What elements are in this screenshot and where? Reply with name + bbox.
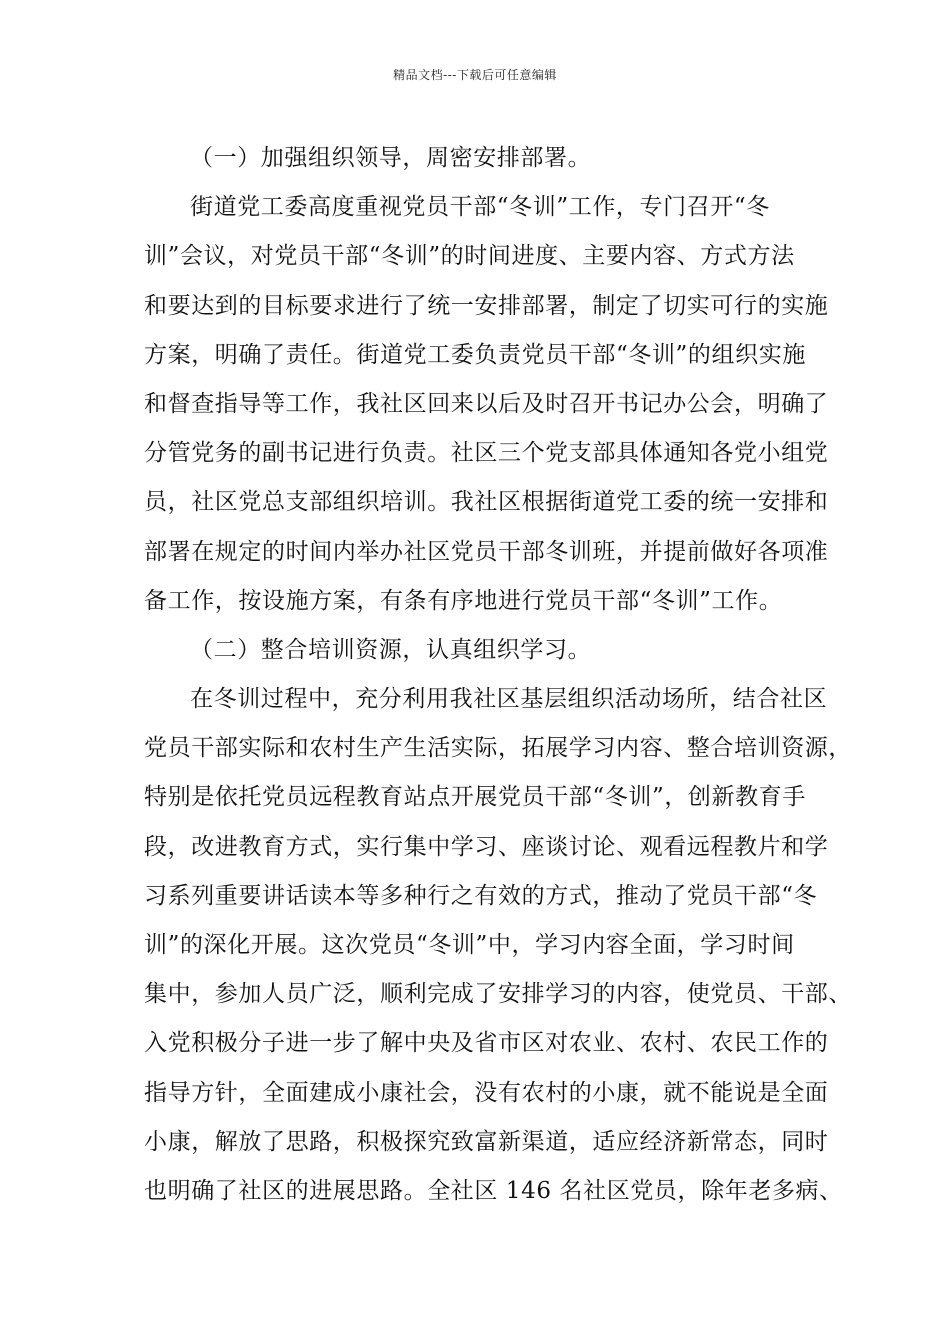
paragraph-line: 也明确了社区的进展思路。全社区 146 名社区党员，除年老多病、 — [144, 1177, 843, 1204]
paragraph-line: 在冬训过程中，充分利用我社区基层组织活动场所，结合社区 — [190, 686, 828, 713]
paragraph-line: 党员干部实际和农村生产生活实际，拓展学习内容、整合培训资源， — [144, 735, 852, 762]
section-heading: （一）加强组织领导，周密安排部署。 — [190, 145, 592, 171]
paragraph-line: 小康，解放了思路，积极探究致富新渠道，适应经济新常态，同时 — [144, 1128, 829, 1155]
paragraph-line: 方案，明确了责任。街道党工委负责党员干部“冬训”的组织实施 — [144, 341, 806, 368]
paragraph-line: 训”的深化开展。这次党员“冬训”中，学习内容全面，学习时间 — [144, 932, 795, 958]
paragraph-line: 特别是依托党员远程教育站点开展党员干部“冬训”，创新教育手 — [144, 784, 806, 811]
paragraph-line: 习系列重要讲话读本等多种行之有效的方式，推动了党员干部“冬 — [144, 882, 818, 909]
document-body — [144, 134, 852, 1216]
paragraph-line: 员，社区党总支部组织培训。我社区根据街道党工委的统一安排和 — [144, 489, 829, 516]
paragraph-line: 集中，参加人员广泛，顺利完成了安排学习的内容，使党员、干部、 — [144, 981, 852, 1008]
paragraph-line: 分管党务的副书记进行负责。社区三个党支部具体通知各党小组党 — [144, 440, 829, 467]
paragraph-line: 和督查指导等工作，我社区回来以后及时召开书记办公会，明确了 — [144, 390, 829, 417]
paragraph-line: 训”会议，对党员干部“冬训”的时间进度、主要内容、方式方法 — [144, 243, 795, 270]
paragraph-line: 段，改进教育方式，实行集中学习、座谈讨论、观看远程教片和学 — [144, 833, 829, 860]
paragraph-line: 和要达到的目标要求进行了统一安排部署，制定了切实可行的实施 — [144, 292, 829, 319]
paragraph-line: 部署在规定的时间内举办社区党员干部冬训班，并提前做好各项准 — [144, 538, 829, 565]
paragraph-line: 备工作，按设施方案，有条有序地进行党员干部“冬训”工作。 — [144, 587, 783, 614]
page-header: 精品文档---下载后可任意编辑 — [393, 68, 557, 82]
paragraph-line: 入党积极分子进一步了解中央及省市区对农业、农村、农民工作的 — [144, 1030, 829, 1057]
paragraph-line: 街道党工委高度重视党员干部“冬训”工作，专门召开“冬 — [190, 194, 770, 221]
paragraph-line: 指导方针，全面建成小康社会，没有农村的小康，就不能说是全面 — [144, 1079, 829, 1106]
section-heading: （二）整合培训资源，认真组织学习。 — [190, 636, 592, 663]
